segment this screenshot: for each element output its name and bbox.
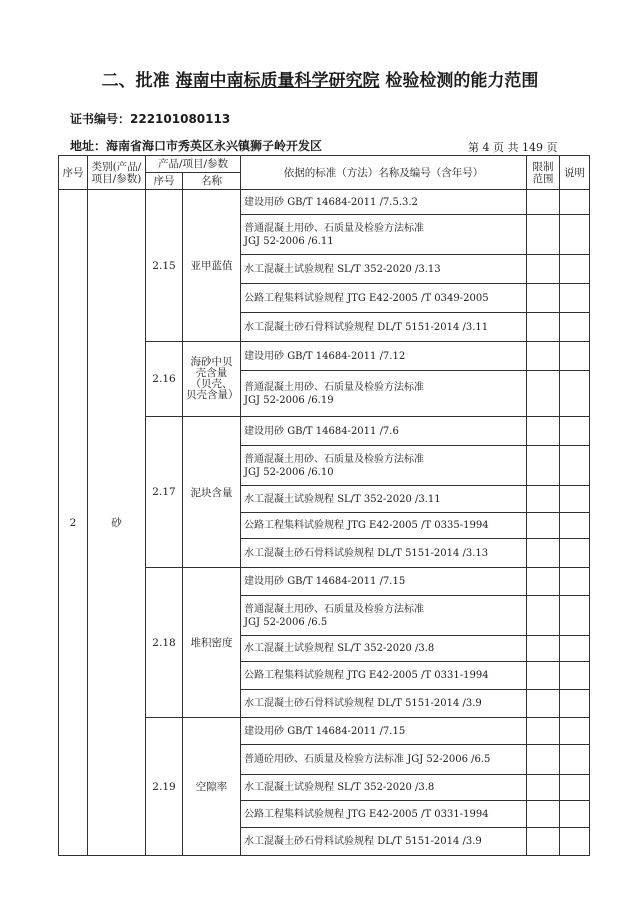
limit-cell — [527, 596, 560, 636]
note-cell — [560, 596, 590, 636]
note-cell — [560, 513, 590, 539]
note-cell — [560, 313, 590, 342]
limit-cell — [527, 215, 560, 255]
item-seq: 2.16 — [146, 342, 183, 417]
standard-cell: 水工混凝土试验规程 SL/T 352-2020 /3.11 — [241, 486, 527, 513]
standard-cell: 水工混凝土砂石骨料试验规程 DL/T 5151-2014 /3.9 — [241, 828, 527, 856]
note-cell — [560, 255, 590, 284]
header-category: 类别(产品/项目/参数) — [88, 156, 146, 190]
item-seq: 2.19 — [146, 718, 183, 856]
standard-cell: 建设用砂 GB/T 14684-2011 /7.15 — [241, 718, 527, 745]
standard-cell: 水工混凝土试验规程 SL/T 352-2020 /3.13 — [241, 255, 527, 284]
standard-cell: 普通砼用砂、石质量及检验方法标准 JGJ 52-2006 /6.5 — [241, 745, 527, 775]
header-seq: 序号 — [59, 156, 88, 190]
header-standard: 依据的标准（方法）名称及编号（含年号） — [241, 156, 527, 190]
item-name: 海砂中贝壳含量（贝壳、贝壳含量） — [183, 342, 241, 417]
title-suffix: 检验检测的能力范围 — [385, 71, 539, 91]
note-cell — [560, 775, 590, 801]
item-name: 亚甲蓝值 — [183, 190, 241, 342]
limit-cell — [527, 568, 560, 596]
note-cell — [560, 539, 590, 568]
header-row-1 — [59, 156, 590, 173]
note-cell — [560, 486, 590, 513]
header-name: 名称 — [183, 173, 241, 190]
certificate-number: 证书编号：222101080113 — [70, 112, 231, 126]
note-cell — [560, 284, 590, 313]
note-cell — [560, 190, 590, 215]
limit-cell — [527, 284, 560, 313]
limit-cell — [527, 313, 560, 342]
standard-cell: 公路工程集料试验规程 JTG E42-2005 /T 0335-1994 — [241, 513, 527, 539]
note-cell — [560, 690, 590, 718]
header-note: 说明 — [560, 156, 590, 190]
limit-cell — [527, 636, 560, 662]
note-cell — [560, 662, 590, 690]
limit-cell — [527, 255, 560, 284]
note-cell — [560, 828, 590, 856]
table-row — [59, 190, 590, 215]
note-cell — [560, 636, 590, 662]
standard-cell: 公路工程集料试验规程 JTG E42-2005 /T 0349-2005 — [241, 284, 527, 313]
item-name: 泥块含量 — [183, 417, 241, 568]
standard-cell: 普通混凝土用砂、石质量及检验方法标准 JGJ 52-2006 /6.11 — [241, 215, 527, 255]
note-cell — [560, 371, 590, 417]
note-cell — [560, 215, 590, 255]
limit-cell — [527, 486, 560, 513]
standard-cell: 建设用砂 GB/T 14684-2011 /7.12 — [241, 342, 527, 371]
capability-table — [58, 155, 590, 856]
header-limit: 限制范围 — [527, 156, 560, 190]
item-seq: 2.17 — [146, 417, 183, 568]
limit-cell — [527, 342, 560, 371]
limit-cell — [527, 662, 560, 690]
page-title — [0, 66, 640, 91]
note-cell — [560, 718, 590, 745]
standard-cell: 普通混凝土用砂、石质量及检验方法标准 JGJ 52-2006 /6.10 — [241, 446, 527, 486]
limit-cell — [527, 371, 560, 417]
header-sub-seq: 序号 — [146, 173, 183, 190]
note-cell — [560, 342, 590, 371]
standard-cell: 公路工程集料试验规程 JTG E42-2005 /T 0331-1994 — [241, 662, 527, 690]
standard-cell: 公路工程集料试验规程 JTG E42-2005 /T 0331-1994 — [241, 801, 527, 828]
item-name: 堆积密度 — [183, 568, 241, 718]
note-cell — [560, 801, 590, 828]
limit-cell — [527, 718, 560, 745]
address: 地址：海南省海口市秀英区永兴镇狮子岭开发区 — [70, 139, 323, 153]
standard-cell: 水工混凝土试验规程 SL/T 352-2020 /3.8 — [241, 636, 527, 662]
standard-cell: 普通混凝土用砂、石质量及检验方法标准 JGJ 52-2006 /6.19 — [241, 371, 527, 417]
limit-cell — [527, 775, 560, 801]
item-seq: 2.15 — [146, 190, 183, 342]
standard-cell: 水工混凝土砂石骨料试验规程 DL/T 5151-2014 /3.13 — [241, 539, 527, 568]
limit-cell — [527, 539, 560, 568]
page-info: 第 4 页 共 149 页 — [468, 141, 558, 154]
standard-cell: 建设用砂 GB/T 14684-2011 /7.15 — [241, 568, 527, 596]
standard-cell: 建设用砂 GB/T 14684-2011 /7.6 — [241, 417, 527, 446]
title-prefix: 二、批准 — [101, 71, 170, 91]
note-cell — [560, 417, 590, 446]
title-org: 海南中南标质量科学研究院 — [175, 71, 380, 91]
note-cell — [560, 568, 590, 596]
category-name: 砂 — [88, 190, 146, 856]
limit-cell — [527, 513, 560, 539]
limit-cell — [527, 801, 560, 828]
limit-cell — [527, 690, 560, 718]
category-seq: 2 — [59, 190, 88, 856]
limit-cell — [527, 446, 560, 486]
standard-cell: 普通混凝土用砂、石质量及检验方法标准 JGJ 52-2006 /6.5 — [241, 596, 527, 636]
standard-cell: 建设用砂 GB/T 14684-2011 /7.5.3.2 — [241, 190, 527, 215]
standard-cell: 水工混凝土砂石骨料试验规程 DL/T 5151-2014 /3.9 — [241, 690, 527, 718]
limit-cell — [527, 190, 560, 215]
standard-cell: 水工混凝土试验规程 SL/T 352-2020 /3.8 — [241, 775, 527, 801]
standard-cell: 水工混凝土砂石骨料试验规程 DL/T 5151-2014 /3.11 — [241, 313, 527, 342]
limit-cell — [527, 745, 560, 775]
note-cell — [560, 446, 590, 486]
header-product-item: 产品/项目/参数 — [146, 156, 241, 173]
item-name: 空隙率 — [183, 718, 241, 856]
limit-cell — [527, 417, 560, 446]
limit-cell — [527, 828, 560, 856]
item-seq: 2.18 — [146, 568, 183, 718]
note-cell — [560, 745, 590, 775]
